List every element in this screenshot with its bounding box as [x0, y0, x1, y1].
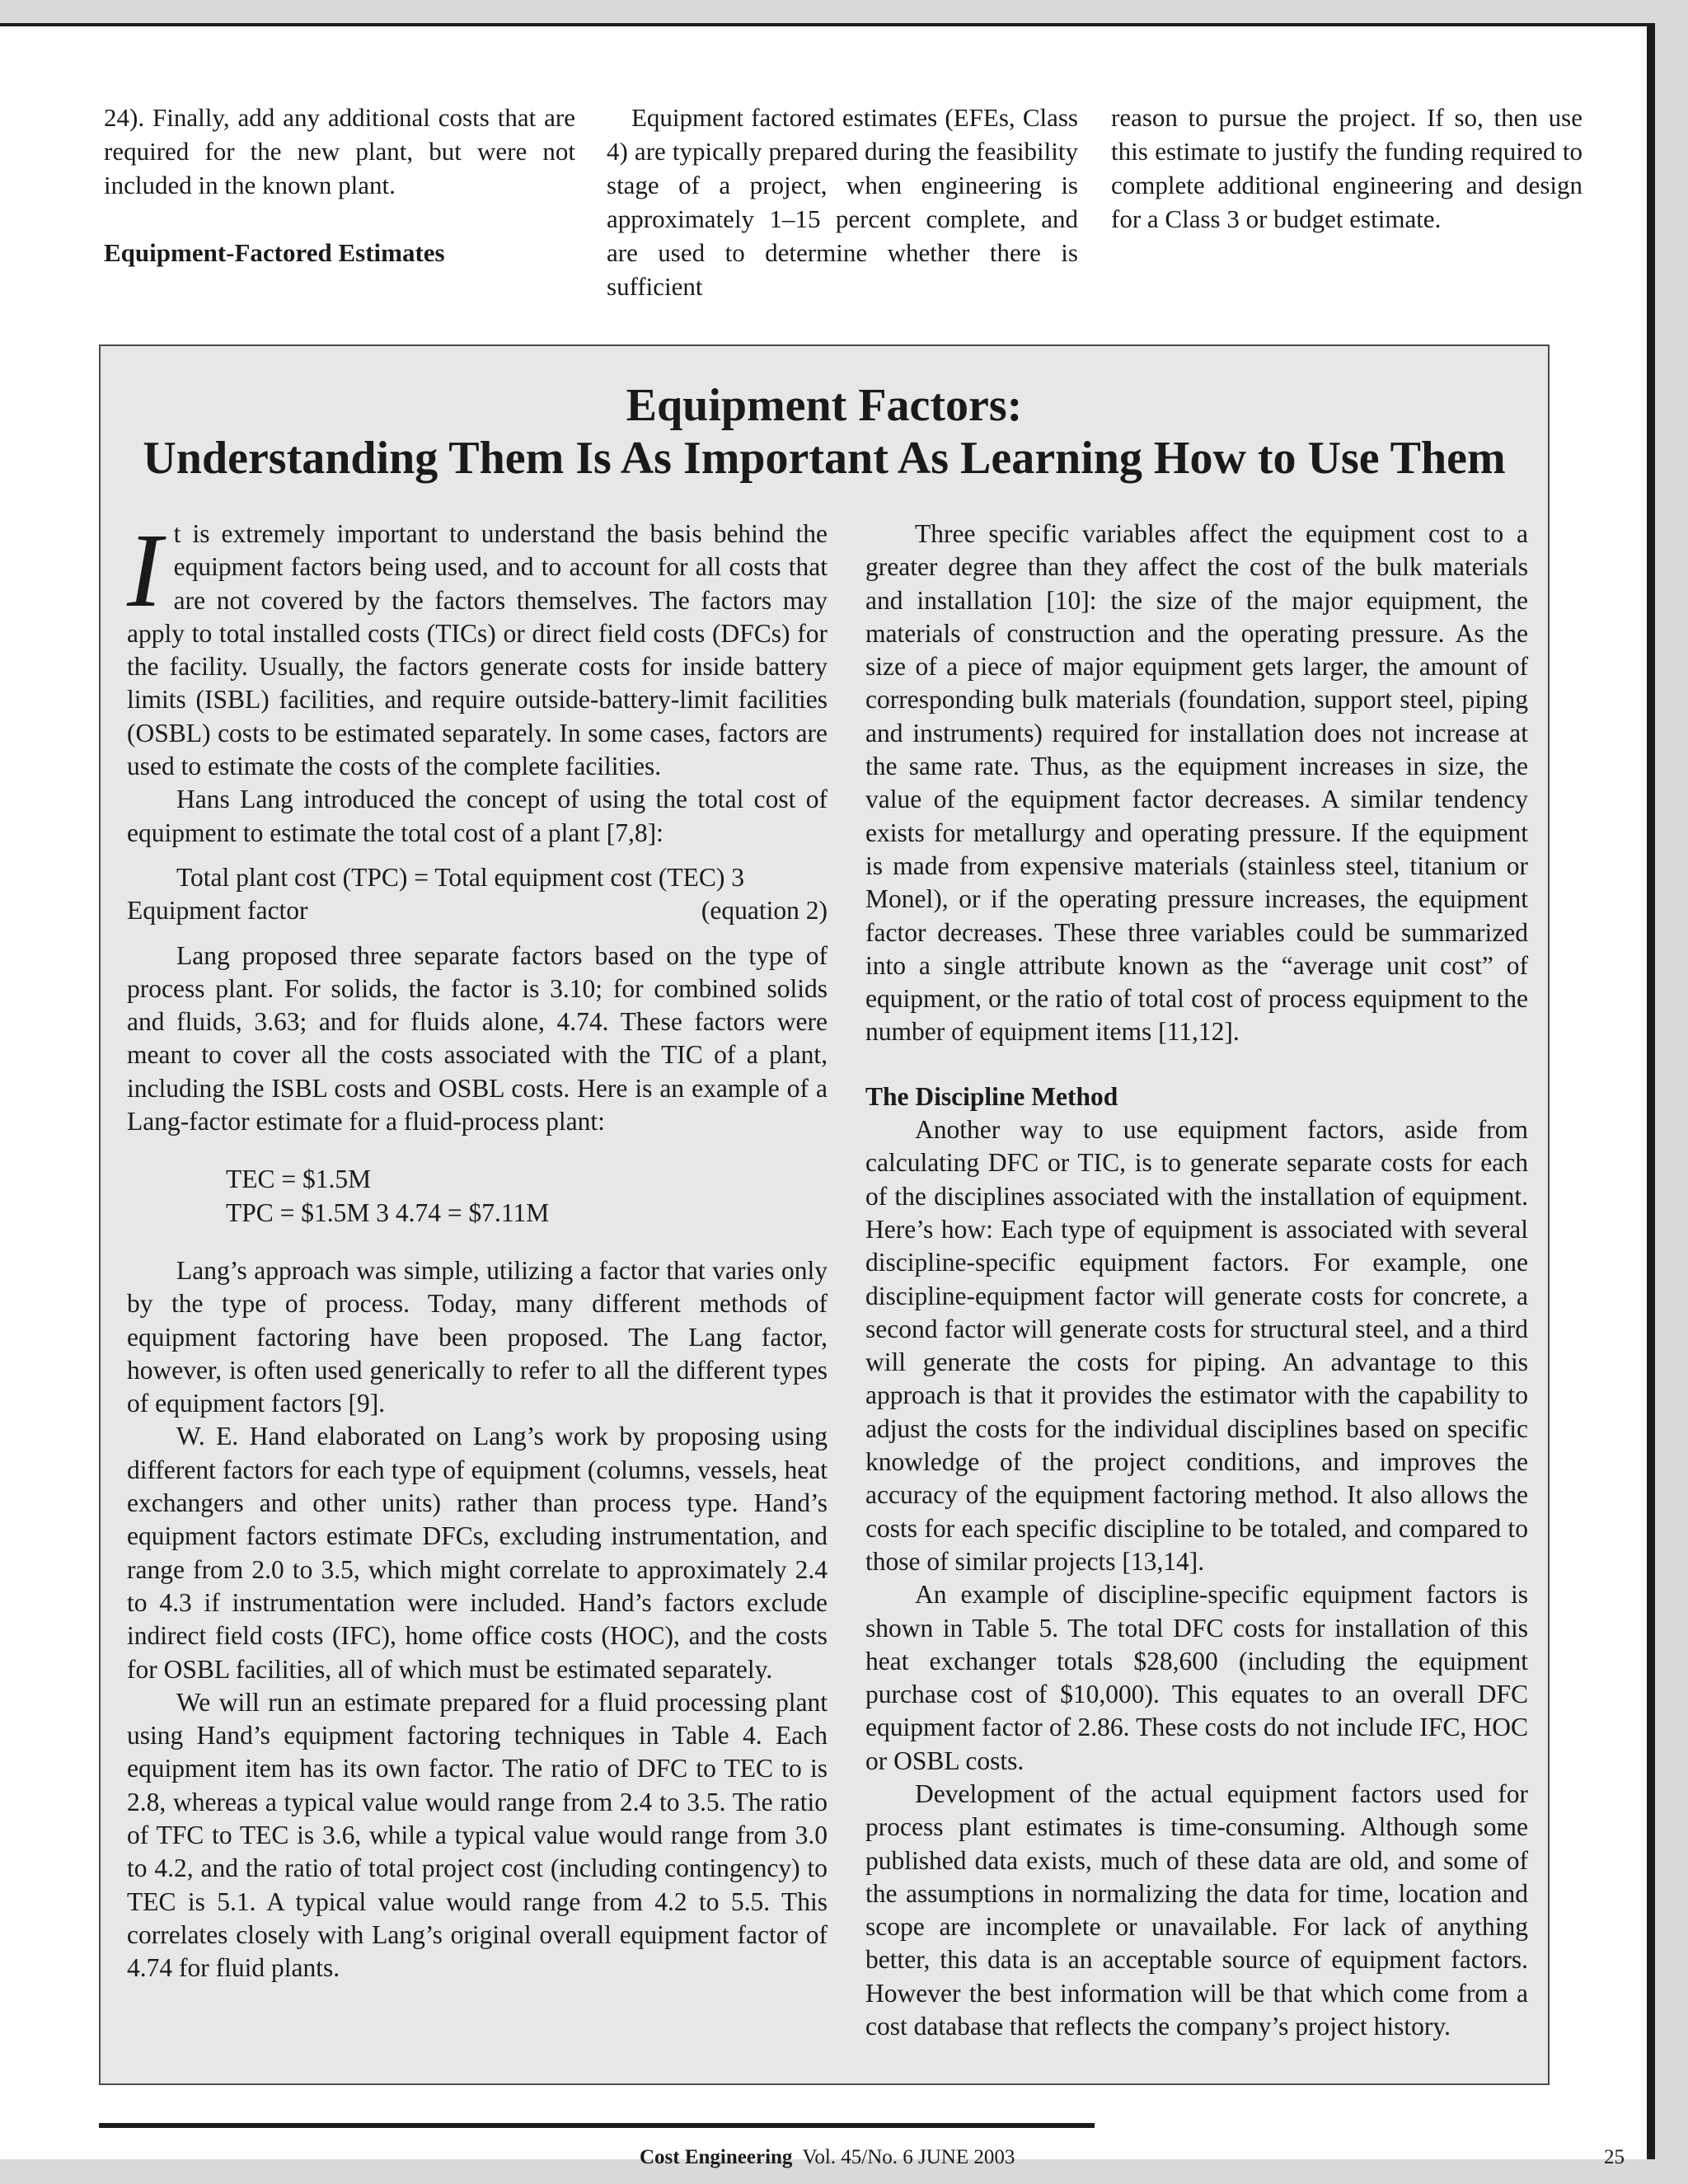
top-column-3: [1111, 101, 1582, 236]
top-column-2-text: Equipment factored estimates (EFEs, Class 4) are typically prepared during the feasibility stage of a project, when engineering is approximately 1–15 percent complete, and are used to determine whether there is sufficient: [607, 103, 1078, 301]
section-heading-equipment-factored-estimates: Equipment-Factored Estimates: [104, 238, 445, 267]
sidebar-right-column: [865, 518, 1528, 2043]
sidebar-right-paragraph-3: An example of discipline-specific equipment factors is shown in Table 5. The total DFC costs for installation of this heat exchanger totals $28,600 (including the equipment purchase cost of $10,000). This equates to an overall DFC equipment factor of 2.86. These costs do not include IFC, HOC or OSBL costs.: [865, 1580, 1528, 1775]
page-footer: [0, 2136, 1688, 2184]
journal-issue: Vol. 45/No. 6 JUNE 2003: [802, 2146, 1015, 2168]
sidebar-title: [101, 379, 1548, 485]
top-column-1-text: 24). Finally, add any additional costs that are required for the new plant, but were not included in the known plant.: [104, 103, 575, 199]
equation-line-2-text: Equipment factor: [127, 896, 308, 926]
sidebar-left-paragraph-4: Lang’s approach was simple, utilizing a factor that varies only by the type of process. Today, many different methods of equipment factoring have been proposed. The Lang factor, however, is often used generically to refer to all the different types of equipment factors [9].: [127, 1255, 828, 1418]
calc-line-1: TEC = $1.5M: [226, 1165, 372, 1194]
sidebar-left-paragraph-1-text: t is extremely important to understand the basis behind the equipment factors being used, and to account for all costs that are not covered by the factors themselves. The factors may apply to total installed costs (TICs) or direct field costs (DFCs) for the facility. Usually, the factors generate costs for inside battery limits (ISBL) facilities, and require outside-battery-limit facilities (OSBL) costs to be estimated separately. In some cases, factors are used to estimate the costs of the complete facilities.: [127, 519, 828, 781]
top-column-2: [607, 101, 1078, 303]
footer-rule: [99, 2123, 1095, 2128]
page: [0, 23, 1655, 2159]
sidebar-left-paragraph-6: We will run an estimate prepared for a fluid processing plant using Hand’s equipment factoring techniques in Table 4. Each equipment item has its own factor. The ratio of DFC to TEC to is 2.8, whereas a typical value would range from 2.4 to 3.5. The ratio of TFC to TEC is 3.6, while a typical value would range from 3.0 to 4.2, and the ratio of total project cost (including contingency) to TEC is 5.1. A typical value would range from 4.2 to 5.5. This correlates closely with Lang’s original overall equipment factor of 4.74 for fluid plants.: [127, 1687, 828, 1983]
journal-name: Cost Engineering: [640, 2146, 793, 2168]
drop-cap: I: [127, 512, 162, 629]
equation-2: [127, 861, 828, 928]
sidebar-right-paragraph-1: Three specific variables affect the equipment cost to a greater degree than they affect the cost of the bulk materials and installation [10]: the size of the major equipment, the materials of construction and the operating pressure. As the size of a piece of major equipment gets larger, the amount of corresponding bulk materials (foundation, support steel, piping and instruments) required for installation does not increase at the same rate. Thus, as the equipment increases in size, the value of the equipment factor decreases. A similar tendency exists for metallurgy and operating pressure. If the equipment is made from expensive materials (stainless steel, titanium or Monel), or if the operating pressure increases, the equipment factor decreases. These three variables could be summarized into a single attribute known as the “average unit cost” of equipment, or the ratio of total cost of process equipment to the number of equipment items [11,12].: [865, 519, 1528, 1047]
sidebar-title-line-2: Understanding Them Is As Important As Learning How to Use Them: [143, 433, 1506, 484]
sidebar-left-paragraph-5: W. E. Hand elaborated on Lang’s work by proposing using different factors for each type of equipment (columns, vessels, heat exchangers and other units) rather than process type. Hand’s equipment factors estimate DFCs, excluding instrumentation, and range from 2.0 to 3.5, which might correlate to approximately 2.4 to 4.3 if instrumentation were included. Hand’s factors exclude indirect field costs (IFC), home office costs (HOC), and the costs for OSBL facilities, all of which must be estimated separately.: [127, 1422, 828, 1684]
page-number: 25: [1604, 2146, 1625, 2168]
sidebar-right-paragraph-4: Development of the actual equipment factors used for process plant estimates is time-consuming. Although some published data exists, much of these data are old, and some of the assumptions in normalizing the data for time, location and scope are incomplete or unavailable. For lack of anything better, this data is an acceptable source of equipment factors. However the best information will be that which come from a cost database that reflects the company’s project history.: [865, 1779, 1528, 2041]
sidebar-left-paragraph-2: Hans Lang introduced the concept of using the total cost of equipment to estimate the total cost of a plant [7,8]:: [127, 785, 828, 847]
sidebar-title-line-1: Equipment Factors:: [626, 380, 1023, 431]
equation-line-2: [127, 894, 828, 927]
calc-line-2: TPC = $1.5M 3 4.74 = $7.11M: [226, 1197, 550, 1227]
top-column-1: [104, 101, 575, 269]
sidebar-right-paragraph-2: Another way to use equipment factors, aside from calculating DFC or TIC, is to generate separate costs for each of the disciplines associated with the installation of equipment. Here’s how: Each type of equipment is associated with several discipline-specific equipment factors. For example, one discipline-equipment factor will generate costs for concrete, a second factor will generate costs for structural steel, and a third will generate the costs for piping. An advantage to this approach is that it provides the estimator with the capability to adjust the costs for the individual disciplines based on specific knowledge of the project conditions, and improves the accuracy of the equipment factoring method. It also allows the costs for each specific discipline to be totaled, and compared to those of similar projects [13,14].: [865, 1115, 1528, 1576]
sidebar-left-paragraph-3: Lang proposed three separate factors based on the type of process plant. For solids, the factor is 3.10; for combined solids and fluids, 3.63; and for fluids alone, 4.74. These factors were meant to cover all the costs associated with the TIC of a plant, including the ISBL costs and OSBL costs. Here is an example of a Lang-factor estimate for a fluid-process plant:: [127, 940, 828, 1137]
sidebar-left-column: [127, 512, 828, 1985]
equation-line-1: Total plant cost (TPC) = Total equipment cost (TEC) 3: [176, 862, 745, 892]
section-heading-discipline-method: The Discipline Method: [865, 1081, 1118, 1111]
sidebar-left-paragraph-1: [127, 512, 828, 783]
footer-journal-info: [640, 2146, 1015, 2169]
sidebar-box: [99, 344, 1550, 2085]
top-column-3-text: reason to pursue the project. If so, then use this estimate to justify the funding required to complete additional engineering and design for a Class 3 or budget estimate.: [1111, 103, 1582, 233]
equation-label: (equation 2): [701, 896, 828, 926]
lang-factor-example: [226, 1163, 828, 1230]
